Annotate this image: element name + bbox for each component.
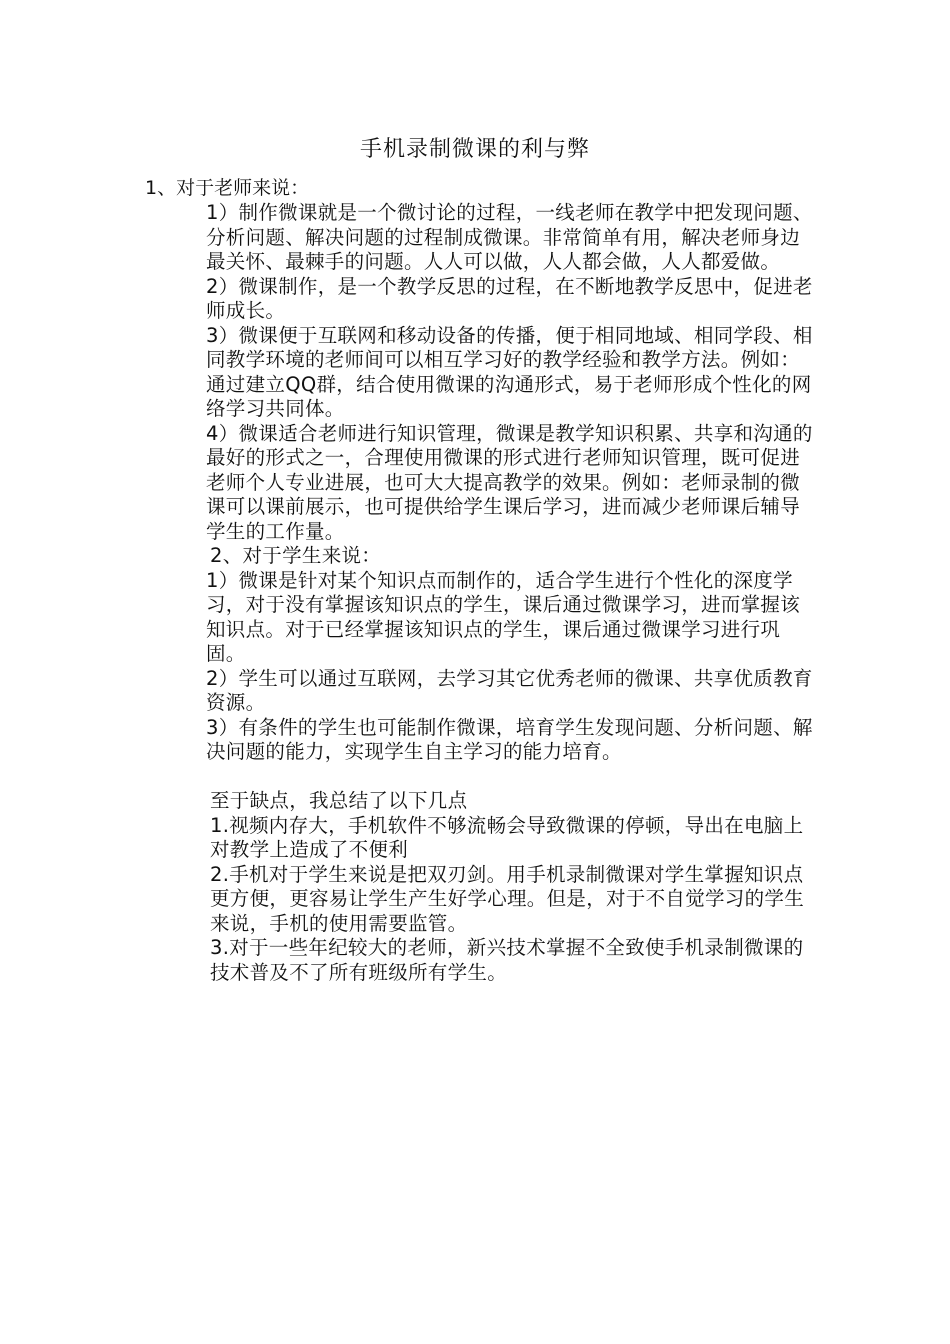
teacher-point-3: 3）微课便于互联网和移动设备的传播，便于相同地域、相同学段、相同教学环境的老师间可以相互学习好的教学经验和教学方法。例如：通过建立QQ群，结合使用微课的沟通形式，易于老师形成个性化的网络学习共同体。: [206, 323, 813, 420]
section-heading-students: 2、对于学生来说：: [210, 544, 382, 567]
student-point-1: 1）微课是针对某个知识点而制作的，适合学生进行个性化的深度学习，对于没有掌握该知识点的学生，课后通过微课学习，进而掌握该知识点。对于已经掌握该知识点的学生，课后通过微课学习进行巩固。: [206, 568, 801, 665]
drawbacks-heading: 至于缺点，我总结了以下几点: [210, 789, 468, 812]
paragraph-spacer: [206, 765, 814, 790]
student-point-3: 3）有条件的学生也可能制作微课，培育学生发现问题、分析问题、解决问题的能力，实现学生自主学习的能力培育。: [206, 715, 813, 763]
teacher-point-1: 1）制作微课就是一个微讨论的过程，一线老师在教学中把发现问题、分析问题、解决问题的过程制成微课。非常简单有用，解决老师身边最关怀、最棘手的问题。人人可以做，人人都会做，人人都爱做。: [206, 201, 813, 273]
document-title: 手机录制微课的利与弊: [359, 137, 590, 162]
student-point-2: 2）学生可以通过互联网，去学习其它优秀老师的微课、共享优质教育资源。: [206, 666, 813, 714]
drawback-point-3: 3.对于一些年纪较大的老师，新兴技术掌握不全致使手机录制微课的技术普及不了所有班级所有学生。: [210, 936, 804, 984]
section-heading-teachers: 1、对于老师来说：: [145, 177, 310, 199]
document-body: [206, 201, 814, 985]
teacher-point-2: 2）微课制作，是一个教学反思的过程，在不断地教学反思中，促进老师成长。: [206, 274, 813, 322]
drawback-point-1: 1.视频内存大，手机软件不够流畅会导致微课的停顿，导出在电脑上对教学上造成了不便利: [210, 813, 804, 861]
teacher-point-4: 4）微课适合老师进行知识管理，微课是教学知识积累、共享和沟通的最好的形式之一，合理使用微课的形式进行老师知识管理，既可促进老师个人专业进展，也可大大提高教学的效果。例如：老师录制的微课可以课前展示，也可提供给学生课后学习，进而减少老师课后辅导学生的工作量。: [206, 421, 813, 543]
drawback-point-2: 2.手机对于学生来说是把双刃剑。用手机录制微课对学生掌握知识点更方便，更容易让学生产生好学心理。但是，对于不自觉学习的学生来说，手机的使用需要监管。: [210, 862, 805, 935]
